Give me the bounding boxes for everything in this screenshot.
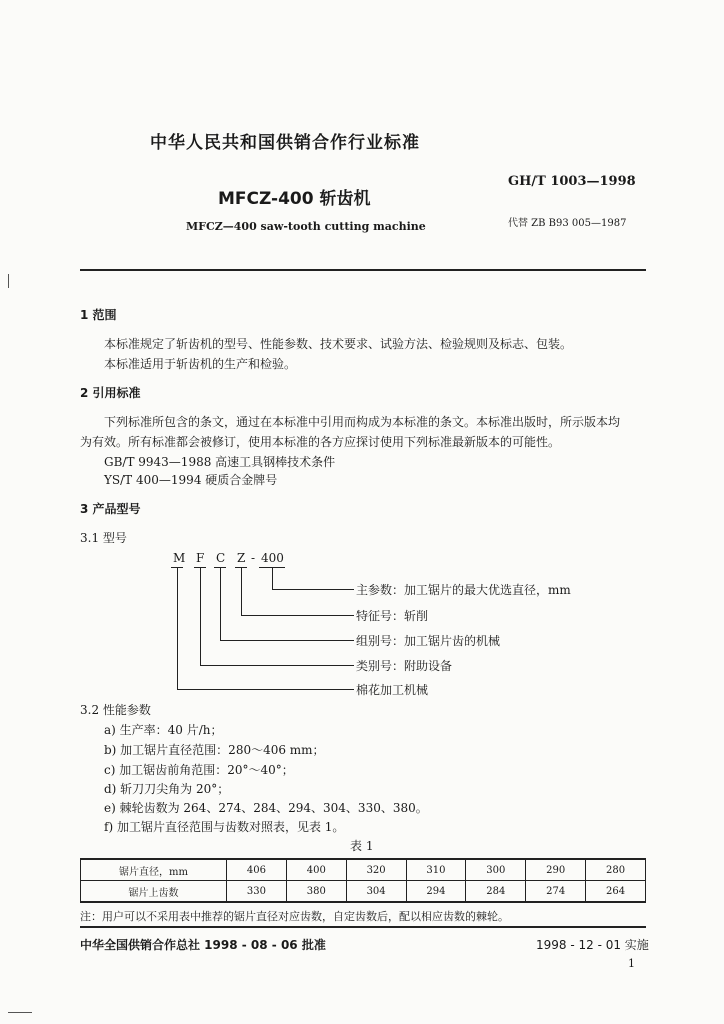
table-cell: 330 [227,881,287,903]
issuing-organization: 中华人民共和国供销合作行业标准 [150,133,420,153]
model-label: 类别号：附助设备 [356,659,453,673]
table-row [81,881,646,903]
table-cell: 300 [466,859,526,881]
section-2-heading: 2 引用标准 [80,386,141,400]
document-title: MFCZ-400 斩齿机 [218,189,371,209]
parameter-item: b) 加工锯片直径范围：280～406 mm； [104,743,325,757]
table-row [81,859,646,881]
reference-standard: GB/T 9943—1988 高速工具钢棒技术条件 [104,455,336,469]
replaces-note: 代替 ZB B93 005—1987 [508,218,627,229]
section-1-heading: 1 范围 [80,308,117,322]
table-cell: 320 [346,859,406,881]
header-divider [80,269,646,271]
scan-mark [8,1012,32,1013]
reference-standard: YS/T 400—1994 硬质合金牌号 [104,473,278,487]
model-label: 特征号：斩削 [356,609,429,623]
section-3-1-heading: 3.1 型号 [80,531,127,545]
model-letter: - [251,551,256,565]
table-cell: 400 [286,859,346,881]
section-3-heading: 3 产品型号 [80,502,141,516]
parameter-item: d) 斩刀刀尖角为 20°； [104,782,230,796]
diameter-teeth-table [80,858,646,903]
footer-divider [80,926,646,928]
parameter-item: c) 加工锯齿前角范围：20°～40°； [104,763,294,777]
table-cell: 304 [346,881,406,903]
table-cell: 284 [466,881,526,903]
table-cell: 274 [526,881,586,903]
scan-mark [8,274,9,288]
table-note: 注：用户可以不采用表中推荐的锯片直径对应齿数，自定齿数后，配以相应齿数的棘轮。 [80,910,509,923]
model-label: 组别号：加工锯片齿的机械 [356,634,501,648]
table-cell: 264 [586,881,646,903]
table-cell: 310 [406,859,466,881]
parameter-item: f) 加工锯片直径范围与齿数对照表，见表 1。 [104,820,345,834]
implementation-date: 1998 - 12 - 01 实施 [536,938,649,952]
section-3-2-heading: 3.2 性能参数 [80,703,151,717]
table-cell: 280 [586,859,646,881]
table-cell: 406 [227,859,287,881]
model-letter: C [216,551,226,565]
model-letter: Z [237,551,246,565]
table-cell: 380 [286,881,346,903]
table-row-header: 锯片直径，mm [81,859,227,881]
model-letter: 400 [261,551,284,565]
table-cell: 294 [406,881,466,903]
section-1-paragraph: 本标准规定了斩齿机的型号、性能参数、技术要求、试验方法、检验规则及标志、包装。 [104,337,573,351]
approval-line: 中华全国供销合作总社 1998 - 08 - 06 批准 [80,938,326,952]
table-caption: 表 1 [350,839,374,853]
parameter-item: e) 棘轮齿数为 264、274、284、294、304、330、380。 [104,801,428,815]
model-label: 棉花加工机械 [356,683,429,697]
section-1-paragraph: 本标准适用于斩齿机的生产和检验。 [104,357,297,371]
standard-number: GH/T 1003—1998 [508,174,636,189]
parameter-item: a) 生产率：40 片/h； [104,723,223,737]
section-2-paragraph: 下列标准所包含的条文，通过在本标准中引用而构成为本标准的条文。本标准出版时，所示版本均 [104,415,621,429]
model-letter: F [196,551,205,565]
table-row-header: 锯片上齿数 [81,881,227,903]
model-letter: M [173,551,186,565]
section-2-paragraph: 为有效。所有标准都会被修订，使用本标准的各方应探讨使用下列标准最新版本的可能性。 [80,435,561,449]
page-number: 1 [628,957,635,970]
table-cell: 290 [526,859,586,881]
model-label: 主参数：加工锯片的最大优选直径，mm [356,583,571,597]
english-title: MFCZ—400 saw-tooth cutting machine [186,220,426,233]
